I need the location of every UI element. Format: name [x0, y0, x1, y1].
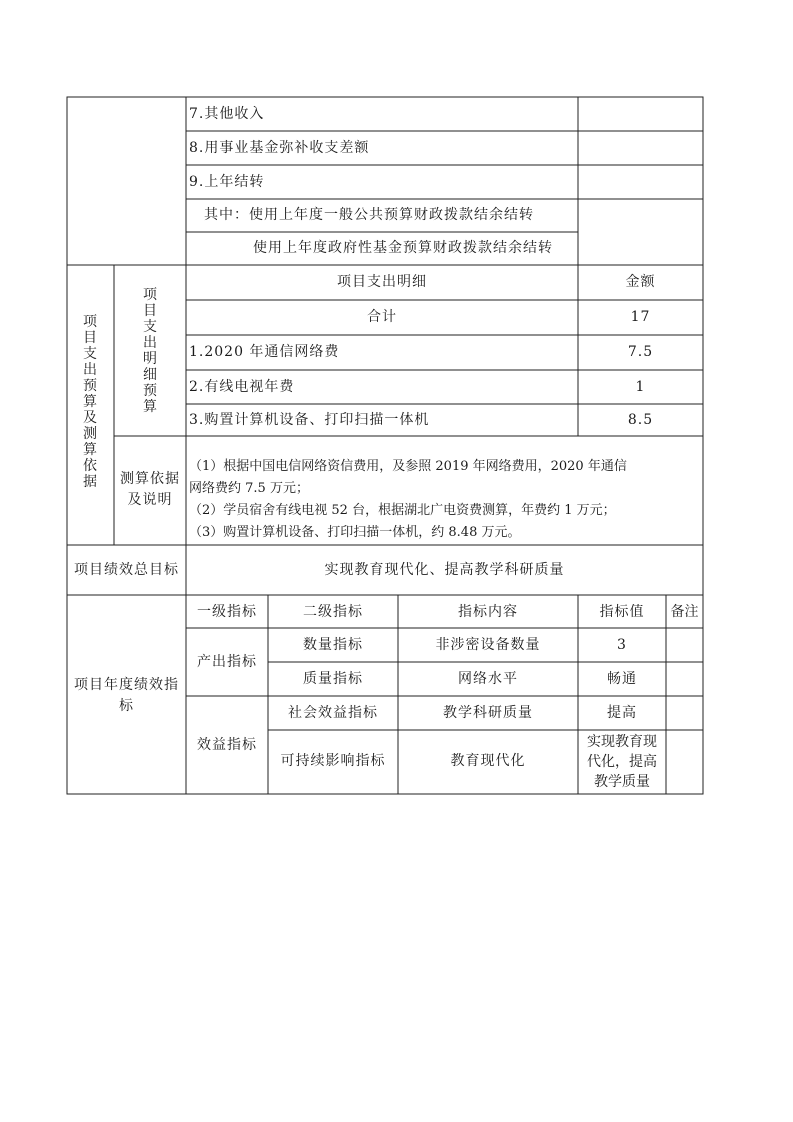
basis-label-line1: 测算依据 — [120, 471, 180, 487]
indicator-value-line: 教学质量 — [594, 774, 650, 790]
income-item-9a: 其中：使用上年度一般公共预算财政拨款结余结转 — [204, 207, 534, 223]
budget-item-name: 1.2020 年通信网络费 — [189, 344, 340, 360]
goal-label: 项目绩效总目标 — [74, 562, 179, 578]
income-item-9: 9.上年结转 — [189, 174, 265, 190]
indicator-value: 3 — [617, 637, 627, 653]
basis-line: 网络费约 7.5 万元； — [189, 481, 309, 496]
header-level2: 二级指标 — [303, 604, 363, 620]
budget-section-label: 项 目 支 出 预 算 及 测 算 依 据 — [83, 314, 97, 490]
col-header-detail: 项目支出明细 — [337, 274, 427, 290]
header-note: 备注 — [670, 604, 699, 620]
budget-detail-label: 项 目 支 出 明 细 预 算 — [143, 287, 157, 415]
indicators-label-line1: 项目年度绩效指 — [74, 677, 179, 693]
indicator-value-line: 实现教育现 — [587, 734, 657, 750]
header-value: 指标值 — [599, 604, 645, 620]
indicator-content: 非涉密设备数量 — [435, 637, 541, 653]
basis-label-line2: 及说明 — [127, 492, 173, 508]
income-item-7: 7.其他收入 — [189, 106, 265, 122]
indicator-content: 网络水平 — [458, 671, 518, 687]
output-indicator-label: 产出指标 — [197, 654, 257, 670]
income-item-9b: 使用上年度政府性基金预算财政拨款结余结转 — [253, 240, 553, 256]
goal-text: 实现教育现代化、提高教学科研质量 — [324, 562, 565, 578]
benefit-indicator-label: 效益指标 — [197, 737, 257, 753]
indicator-level2: 可持续影响指标 — [280, 753, 386, 769]
budget-item-amount: 8.5 — [627, 412, 654, 428]
header-level1: 一级指标 — [197, 604, 257, 620]
indicator-level2: 社会效益指标 — [288, 705, 378, 721]
indicator-level2: 数量指标 — [303, 637, 363, 653]
basis-line: （1）根据中国电信网络资信费用，及参照 2019 年网络费用，2020 年通信 — [189, 459, 627, 474]
indicator-content: 教育现代化 — [450, 753, 526, 769]
income-item-8: 8.用事业基金弥补收支差额 — [189, 140, 370, 156]
total-value: 17 — [630, 309, 651, 325]
col-header-amount: 金额 — [625, 274, 656, 290]
indicators-label-line2: 标 — [119, 698, 134, 714]
indicator-value: 畅通 — [607, 671, 637, 687]
indicator-value: 提高 — [607, 705, 637, 721]
header-content: 指标内容 — [458, 604, 518, 620]
budget-item-amount: 1 — [635, 379, 646, 395]
basis-line: （2）学员宿舍有线电视 52 台，根据湖北广电资费测算，年费约 1 万元； — [189, 503, 616, 518]
indicator-level2: 质量指标 — [303, 671, 363, 687]
budget-item-name: 2.有线电视年费 — [189, 379, 295, 395]
indicator-content: 教学科研质量 — [443, 705, 533, 721]
budget-item-name: 3.购置计算机设备、打印扫描一体机 — [189, 412, 430, 428]
basis-line: （3）购置计算机设备、打印扫描一体机，约 8.48 万元。 — [189, 525, 521, 540]
indicator-value-line: 代化，提高 — [587, 754, 657, 770]
budget-item-amount: 7.5 — [627, 344, 654, 360]
total-label: 合计 — [367, 309, 397, 325]
